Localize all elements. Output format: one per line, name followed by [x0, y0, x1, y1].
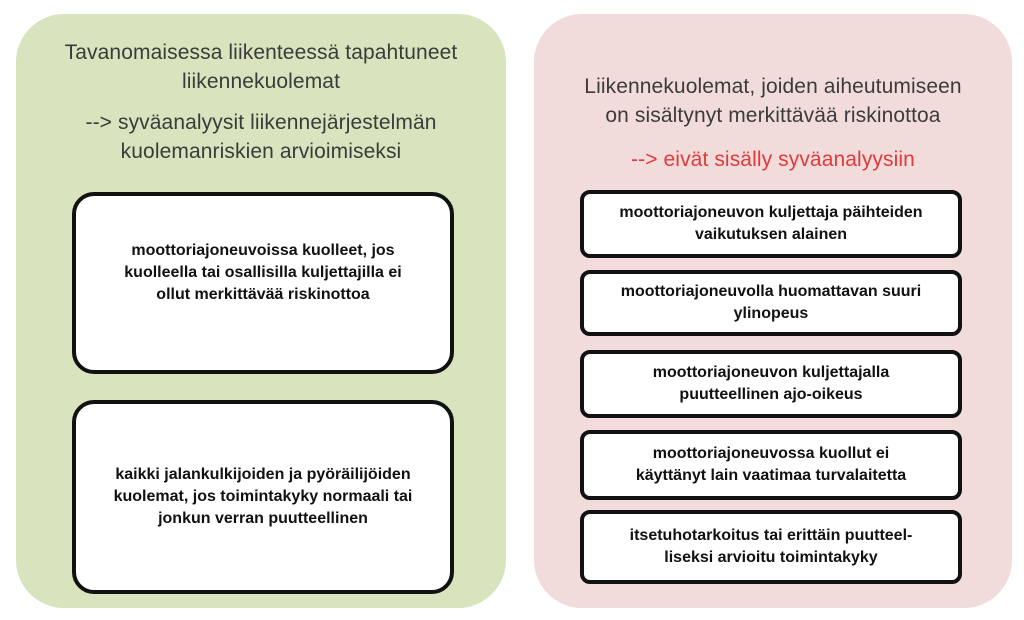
title-line: on sisältynyt merkittävää riskinottoa — [605, 104, 941, 127]
intoxicated-driver-box — [580, 190, 962, 258]
excluded-deaths-panel — [534, 14, 1012, 608]
box-line: moottoriajoneuvossa kuollut ei — [652, 445, 890, 462]
box-line: vaikutuksen alainen — [694, 226, 848, 243]
subtitle-line: kuolemanriskien arvioimiseksi — [120, 140, 402, 163]
subtitle-line: --> eivät sisälly syväanalyysiin — [631, 148, 915, 171]
vehicle-occupant-deaths-box — [72, 192, 454, 374]
box-line: kuolemat, jos toimintakyky normaali tai — [113, 488, 413, 505]
included-deaths-title — [16, 38, 506, 96]
subtitle-line: --> syväanalyysit liikennejärjestelmän — [85, 111, 437, 134]
pedestrian-cyclist-deaths-box — [72, 400, 454, 594]
title-line: liikennekuolemat — [181, 70, 341, 93]
box-line: liseksi arvioitu toimintakyky — [664, 549, 878, 566]
title-line: Liikennekuolemat, joiden aiheutumiseen — [584, 75, 962, 98]
box-line: kaikki jalankulkijoiden ja pyöräilijöiden — [115, 466, 411, 483]
no-safety-device-box — [580, 430, 962, 500]
excluded-deaths-title — [534, 72, 1012, 130]
included-deaths-panel — [16, 14, 506, 608]
box-line: ylinopeus — [733, 305, 809, 322]
box-line: moottoriajoneuvoissa kuolleet, jos — [131, 242, 395, 259]
suicide-impaired-box — [580, 510, 962, 584]
box-line: moottoriajoneuvon kuljettaja päihteiden — [619, 204, 923, 221]
box-line: kuolleella tai osallisilla kuljettajilla ei — [124, 264, 402, 281]
excluded-note — [534, 145, 1012, 174]
box-line: itsetuhotarkoitus tai erittäin puutteel- — [629, 527, 913, 544]
title-line: Tavanomaisessa liikenteessä tapahtuneet — [64, 41, 458, 64]
box-line: moottoriajoneuvolla huomattavan suuri — [620, 283, 922, 300]
box-line: moottoriajoneuvon kuljettajalla — [652, 364, 890, 381]
box-line: käyttänyt lain vaatimaa turvalaitetta — [635, 467, 907, 484]
deep-analysis-note — [16, 108, 506, 166]
invalid-license-box — [580, 350, 962, 418]
box-line: puutteellinen ajo-oikeus — [679, 386, 863, 403]
box-line: ollut merkittävää riskinottoa — [156, 286, 370, 303]
box-line: jonkun verran puutteellinen — [158, 510, 368, 527]
severe-speeding-box — [580, 270, 962, 336]
